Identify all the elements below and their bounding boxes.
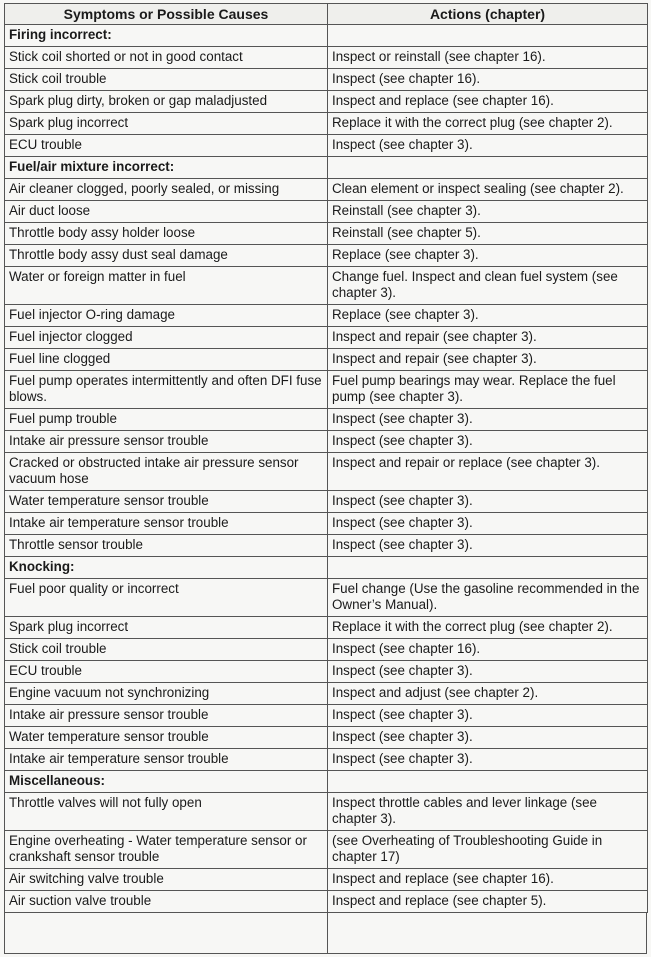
table-row [5, 793, 648, 831]
table-row [5, 579, 648, 617]
cause-cell: Stick coil trouble [5, 639, 328, 661]
section-action-cell [328, 771, 648, 793]
section-action-cell [328, 25, 648, 47]
cause-cell: Fuel line clogged [5, 349, 328, 371]
table-row [5, 639, 648, 661]
cause-cell: Spark plug dirty, broken or gap maladjusted [5, 91, 328, 113]
table-body [5, 25, 648, 913]
cause-cell: Engine vacuum not synchronizing [5, 683, 328, 705]
cause-cell: Throttle body assy dust seal damage [5, 245, 328, 267]
cause-cell: Fuel injector O-ring damage [5, 305, 328, 327]
table-row [5, 409, 648, 431]
table-row [5, 69, 648, 91]
table-row [5, 535, 648, 557]
action-cell: Inspect (see chapter 3). [328, 409, 648, 431]
column-divider [327, 913, 328, 953]
action-cell: Inspect (see chapter 3). [328, 135, 648, 157]
table-row [5, 113, 648, 135]
cause-cell: Air cleaner clogged, poorly sealed, or missing [5, 179, 328, 201]
section-title: Fuel/air mixture incorrect: [5, 157, 328, 179]
table-row [5, 223, 648, 245]
cause-cell: Throttle sensor trouble [5, 535, 328, 557]
table-row [5, 869, 648, 891]
action-cell: Inspect and adjust (see chapter 2). [328, 683, 648, 705]
section-header-row [5, 157, 648, 179]
cause-cell: Air suction valve trouble [5, 891, 328, 913]
table-header-row [5, 4, 648, 25]
section-header-row [5, 557, 648, 579]
action-cell: Inspect (see chapter 16). [328, 639, 648, 661]
action-cell: Replace it with the correct plug (see chapter 2). [328, 617, 648, 639]
action-cell: Fuel change (Use the gasoline recommended in the Owner’s Manual). [328, 579, 648, 617]
table-row [5, 891, 648, 913]
table-row [5, 513, 648, 535]
cause-cell: Fuel poor quality or incorrect [5, 579, 328, 617]
table-row [5, 617, 648, 639]
table-row [5, 661, 648, 683]
section-action-cell [328, 157, 648, 179]
cause-cell: Spark plug incorrect [5, 113, 328, 135]
cause-cell: Throttle body assy holder loose [5, 223, 328, 245]
cause-cell: Water or foreign matter in fuel [5, 267, 328, 305]
action-cell: Replace it with the correct plug (see chapter 2). [328, 113, 648, 135]
action-column-header: Actions (chapter) [328, 4, 648, 25]
troubleshooting-table [4, 3, 648, 913]
section-title: Firing incorrect: [5, 25, 328, 47]
cause-cell: Spark plug incorrect [5, 617, 328, 639]
action-cell: Inspect (see chapter 3). [328, 705, 648, 727]
table-row [5, 91, 648, 113]
cause-cell: Cracked or obstructed intake air pressure sensor vacuum hose [5, 453, 328, 491]
cause-cell: Water temperature sensor trouble [5, 727, 328, 749]
table-row [5, 705, 648, 727]
action-cell: Clean element or inspect sealing (see chapter 2). [328, 179, 648, 201]
cause-cell: Intake air pressure sensor trouble [5, 431, 328, 453]
table-row [5, 267, 648, 305]
action-cell: Reinstall (see chapter 5). [328, 223, 648, 245]
section-header-row [5, 25, 648, 47]
action-cell: Change fuel. Inspect and clean fuel system (see chapter 3). [328, 267, 648, 305]
table-row [5, 47, 648, 69]
action-cell: Inspect and replace (see chapter 16). [328, 869, 648, 891]
cause-cell: Fuel pump operates intermittently and often DFI fuse blows. [5, 371, 328, 409]
table-row [5, 179, 648, 201]
action-cell: Inspect (see chapter 3). [328, 661, 648, 683]
action-cell: Inspect and repair (see chapter 3). [328, 349, 648, 371]
table-row [5, 491, 648, 513]
table-row [5, 135, 648, 157]
cause-cell: Intake air temperature sensor trouble [5, 749, 328, 771]
cause-cell: Intake air temperature sensor trouble [5, 513, 328, 535]
section-title: Miscellaneous: [5, 771, 328, 793]
table-row [5, 305, 648, 327]
cause-cell: Fuel pump trouble [5, 409, 328, 431]
cause-cell: Stick coil trouble [5, 69, 328, 91]
table-row [5, 349, 648, 371]
action-cell: Inspect (see chapter 3). [328, 513, 648, 535]
action-cell: Inspect or reinstall (see chapter 16). [328, 47, 648, 69]
action-cell: Inspect (see chapter 16). [328, 69, 648, 91]
action-cell: Inspect and repair (see chapter 3). [328, 327, 648, 349]
section-header-row [5, 771, 648, 793]
action-cell: Inspect (see chapter 3). [328, 727, 648, 749]
action-cell: Reinstall (see chapter 3). [328, 201, 648, 223]
action-cell: Inspect (see chapter 3). [328, 749, 648, 771]
empty-table-area [4, 913, 647, 954]
cause-cell: Air switching valve trouble [5, 869, 328, 891]
table-row [5, 431, 648, 453]
action-cell: Inspect (see chapter 3). [328, 491, 648, 513]
cause-cell: Throttle valves will not fully open [5, 793, 328, 831]
cause-column-header: Symptoms or Possible Causes [5, 4, 328, 25]
action-cell: Inspect (see chapter 3). [328, 431, 648, 453]
action-cell: Fuel pump bearings may wear. Replace the fuel pump (see chapter 3). [328, 371, 648, 409]
table-row [5, 727, 648, 749]
section-title: Knocking: [5, 557, 328, 579]
cause-cell: Intake air pressure sensor trouble [5, 705, 328, 727]
table-row [5, 371, 648, 409]
table-row [5, 683, 648, 705]
table-row [5, 831, 648, 869]
table-row [5, 327, 648, 349]
cause-cell: Fuel injector clogged [5, 327, 328, 349]
cause-cell: ECU trouble [5, 661, 328, 683]
action-cell: Inspect and repair or replace (see chapter 3). [328, 453, 648, 491]
action-cell: (see Overheating of Troubleshooting Guide in chapter 17) [328, 831, 648, 869]
cause-cell: Water temperature sensor trouble [5, 491, 328, 513]
action-cell: Inspect throttle cables and lever linkage (see chapter 3). [328, 793, 648, 831]
table-row [5, 245, 648, 267]
table-row [5, 453, 648, 491]
cause-cell: Stick coil shorted or not in good contact [5, 47, 328, 69]
action-cell: Replace (see chapter 3). [328, 245, 648, 267]
cause-cell: Air duct loose [5, 201, 328, 223]
cause-cell: Engine overheating - Water temperature sensor or crankshaft sensor trouble [5, 831, 328, 869]
table-row [5, 749, 648, 771]
table-row [5, 201, 648, 223]
action-cell: Inspect and replace (see chapter 16). [328, 91, 648, 113]
cause-cell: ECU trouble [5, 135, 328, 157]
action-cell: Inspect (see chapter 3). [328, 535, 648, 557]
section-action-cell [328, 557, 648, 579]
action-cell: Inspect and replace (see chapter 5). [328, 891, 648, 913]
action-cell: Replace (see chapter 3). [328, 305, 648, 327]
